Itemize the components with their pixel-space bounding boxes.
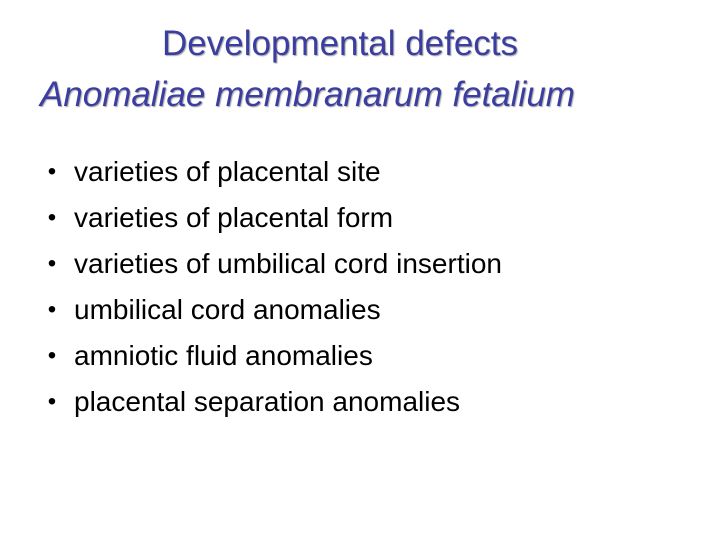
bullet-text: amniotic fluid anomalies xyxy=(74,340,373,371)
bullet-text: varieties of umbilical cord insertion xyxy=(74,248,502,279)
bullet-icon: • xyxy=(47,250,57,277)
bullet-icon: • xyxy=(47,388,57,415)
bullet-icon: • xyxy=(47,158,57,185)
bullet-text: varieties of placental form xyxy=(74,202,394,233)
bullet-text: varieties of placental site xyxy=(74,156,381,187)
bullet-text: umbilical cord anomalies xyxy=(74,294,381,325)
bullet-icon: • xyxy=(47,204,57,231)
title-main: Developmental defects xyxy=(162,24,519,63)
title-latin-subtitle: Anomaliae membranarum fetalium xyxy=(40,75,575,114)
bullet-icon: • xyxy=(47,296,57,323)
bullet-text: placental separation anomalies xyxy=(74,386,461,417)
bullet-icon: • xyxy=(47,342,57,369)
